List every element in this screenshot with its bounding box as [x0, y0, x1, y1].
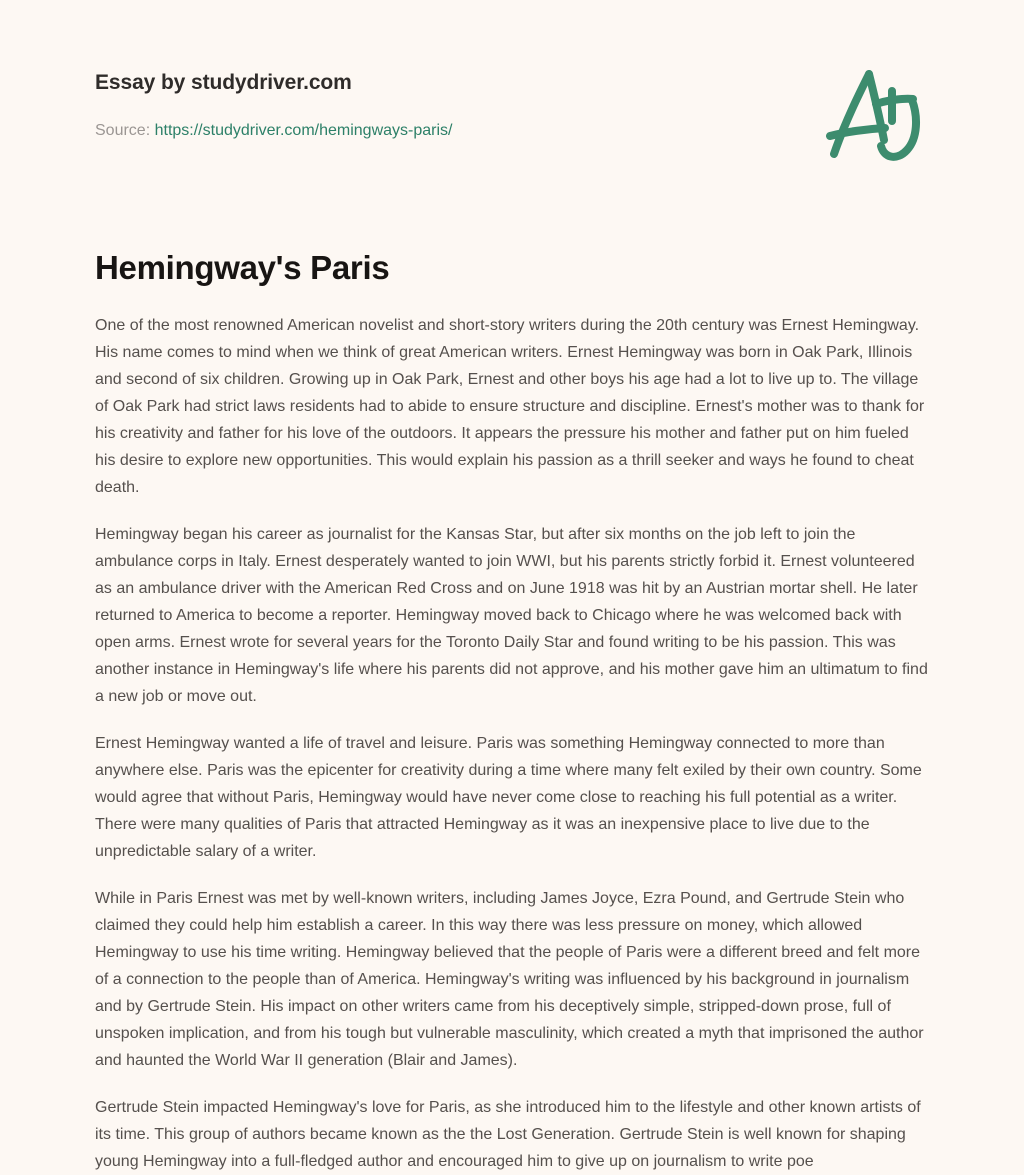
byline: Essay by studydriver.com [95, 71, 352, 94]
a-plus-logo[interactable] [812, 58, 930, 170]
essay-body [95, 312, 933, 1175]
source-row [95, 121, 452, 141]
source-label: Source: [95, 122, 151, 139]
essay-paragraph: Ernest Hemingway wanted a life of travel and leisure. Paris was something Hemingway connected to more than anywhere else. Paris was the epicenter for creativity during a time where many felt exiled by their own country. Some would agree that without Paris, Hemingway would have never come close to reaching his full potential as a writer. There were many qualities of Paris that attracted Hemingway as it was an inexpensive place to live due to the unpredictable salary of a writer. [95, 735, 922, 860]
essay-paragraph: One of the most renowned American novelist and short-story writers during the 20th century was Ernest Hemingway. His name comes to mind when we think of great American writers. Ernest Hemingway was born in Oak Park, Illinois and second of six children. Growing up in Oak Park, Ernest and other boys his age had a lot to live up to. The village of Oak Park had strict laws residents had to abide to ensure structure and discipline. Ernest's mother was to thank for his creativity and father for his love of the outdoors. It appears the pressure his mother and father put on him fueled his desire to explore new opportunities. This would explain his passion as a thrill seeker and ways he found to cheat death. [95, 317, 925, 496]
a-plus-logo-icon [812, 58, 930, 170]
page-title: Hemingway's Paris [95, 249, 390, 286]
source-url-link[interactable]: https://studydriver.com/hemingways-paris/ [154, 122, 453, 139]
page-header [0, 0, 1024, 200]
essay-paragraph: Gertrude Stein impacted Hemingway's love for Paris, as she introduced him to the lifestyle and other known artists of its time. This group of authors became known as the the Lost Generation. Gertrude Stein is well known for shaping young Hemingway into a full-fledged author and encouraged him to give up on journalism to write poe [95, 1099, 921, 1170]
essay-paragraph: Hemingway began his career as journalist for the Kansas Star, but after six months on the job left to join the ambulance corps in Italy. Ernest desperately wanted to join WWI, but his parents strictly forbid it. Ernest volunteered as an ambulance driver with the American Red Cross and on June 1918 was hit by an Austrian mortar shell. He later returned to America to become a reporter. Hemingway moved back to Chicago where he was welcomed back with open arms. Ernest wrote for several years for the Toronto Daily Star and found writing to be his passion. This was another instance in Hemingway's life where his parents did not approve, and his mother gave him an ultimatum to find a new job or move out. [95, 526, 928, 705]
essay-paragraph: While in Paris Ernest was met by well-known writers, including James Joyce, Ezra Pound, and Gertrude Stein who claimed they could help him establish a career. In this way there was less pressure on money, which allowed Hemingway to use his time writing. Hemingway believed that the people of Paris were a different breed and felt more of a connection to the people than of America. Hemingway's writing was influenced by his background in journalism and by Gertrude Stein. His impact on other writers came from his deceptively simple, stripped-down prose, full of unspoken implication, and from his tough but vulnerable masculinity, which created a myth that imprisoned the author and haunted the World War II generation (Blair and James). [95, 890, 924, 1069]
